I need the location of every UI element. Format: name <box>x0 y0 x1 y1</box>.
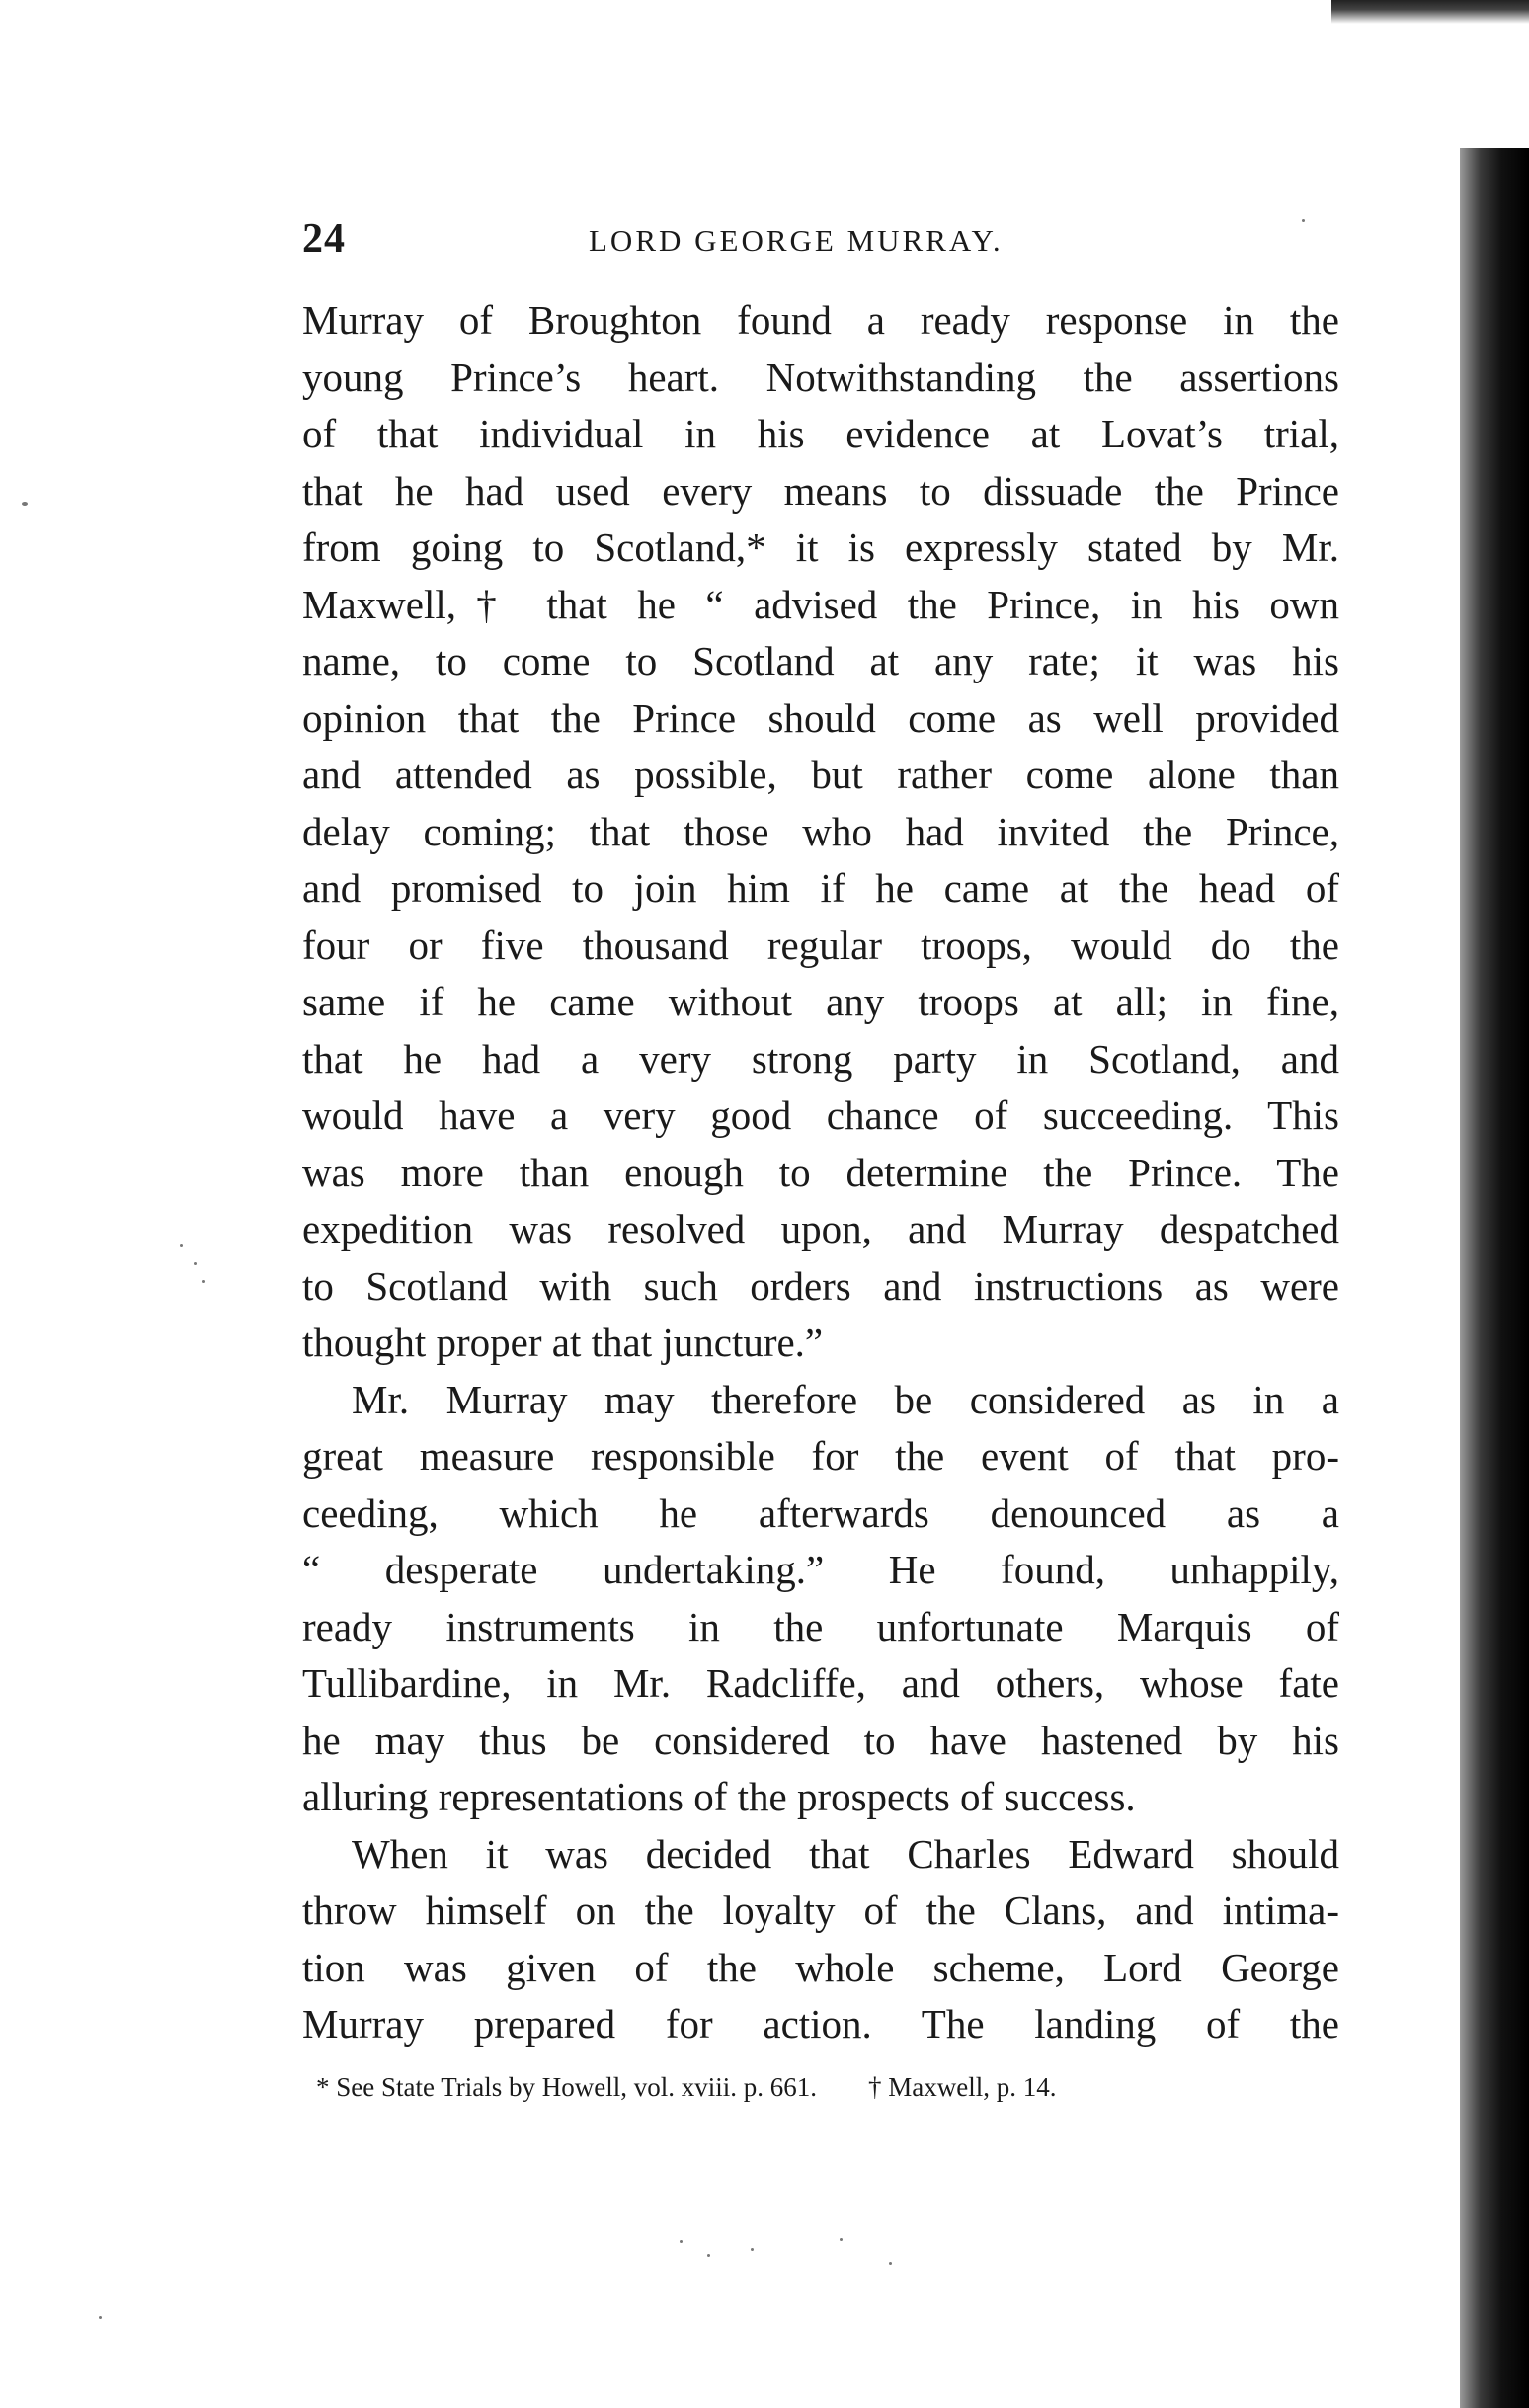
text-line: young Prince’s heart. Notwithstanding the assertions <box>302 354 1339 400</box>
text-line: would have a very good chance of succeeding. This <box>302 1092 1339 1138</box>
text-line: tion was given of the whole scheme, Lord George <box>302 1944 1339 1990</box>
page-header <box>302 215 1339 275</box>
text-line: “ desperate undertaking.” He found, unhappily, <box>302 1547 1339 1592</box>
text-line: delay coming; that those who had invited the Prince, <box>302 808 1339 854</box>
text-line: that he had a very strong party in Scotland, and <box>302 1035 1339 1082</box>
scan-speck <box>889 2262 892 2265</box>
page-edge-top <box>1331 0 1529 24</box>
text-line: Mr. Murray may therefore be considered as in a <box>352 1376 1339 1422</box>
text-line: that he had used every means to dissuade the Prince <box>302 467 1339 514</box>
text-line: of that individual in his evidence at Lovat’s trial, <box>302 411 1339 456</box>
scan-speck <box>99 2316 102 2319</box>
text-line: When it was decided that Charles Edward should <box>352 1830 1339 1877</box>
text-line: was more than enough to determine the Prince. The <box>302 1149 1339 1195</box>
text-line: great measure responsible for the event of that pro- <box>302 1433 1339 1479</box>
text-line: from going to Scotland,* it is expressly stated by Mr. <box>302 524 1339 570</box>
text-line: thought proper at that juncture.” <box>302 1320 824 1365</box>
scan-speck <box>680 2240 683 2243</box>
footnotes <box>316 2072 1343 2103</box>
text-line: expedition was resolved upon, and Murray despatched <box>302 1206 1339 1251</box>
scan-speck <box>202 1280 205 1283</box>
text-line: Murray of Broughton found a ready response in the <box>302 297 1339 343</box>
footnote-2: † Maxwell, p. 14. <box>868 2072 1057 2102</box>
scan-speck <box>707 2254 710 2257</box>
text-line: and promised to join him if he came at the head of <box>302 865 1339 911</box>
text-line: Murray prepared for action. The landing of the <box>302 2001 1339 2047</box>
text-line: ceeding, which he afterwards denounced as a <box>302 1489 1339 1536</box>
text-line: alluring representations of the prospects of success. <box>302 1774 1136 1819</box>
scan-speck <box>194 1262 197 1265</box>
text-line: four or five thousand regular troops, would do the <box>302 922 1339 968</box>
scan-speck <box>180 1244 183 1247</box>
scan-speck <box>751 2248 754 2251</box>
text-line: he may thus be considered to have hastened by his <box>302 1717 1339 1763</box>
text-line: Maxwell,† that he “ advised the Prince, in his own <box>302 581 1339 627</box>
text-line: ready instruments in the unfortunate Marquis of <box>302 1603 1339 1649</box>
page-number: 24 <box>302 216 346 262</box>
text-line: same if he came without any troops at all; in fine, <box>302 979 1339 1024</box>
binding-edge-shadow <box>1460 148 1529 2408</box>
scan-speck <box>840 2238 843 2241</box>
scan-speck <box>1302 219 1305 222</box>
text-line: opinion that the Prince should come as well provided <box>302 694 1339 741</box>
text-line: and attended as possible, but rather come alone than <box>302 752 1339 797</box>
footnote-1: * See State Trials by Howell, vol. xviii. p. 661. <box>316 2072 818 2102</box>
text-line: name, to come to Scotland at any rate; it was his <box>302 638 1339 683</box>
scan-speck <box>22 502 28 506</box>
text-line: to Scotland with such orders and instructions as were <box>302 1262 1339 1309</box>
body-text <box>302 292 1339 2053</box>
running-head: LORD GEORGE MURRAY. <box>589 223 1004 258</box>
text-line: throw himself on the loyalty of the Clans, and intima- <box>302 1887 1339 1933</box>
text-line: Tullibardine, in Mr. Radcliffe, and others, whose fate <box>302 1660 1339 1706</box>
